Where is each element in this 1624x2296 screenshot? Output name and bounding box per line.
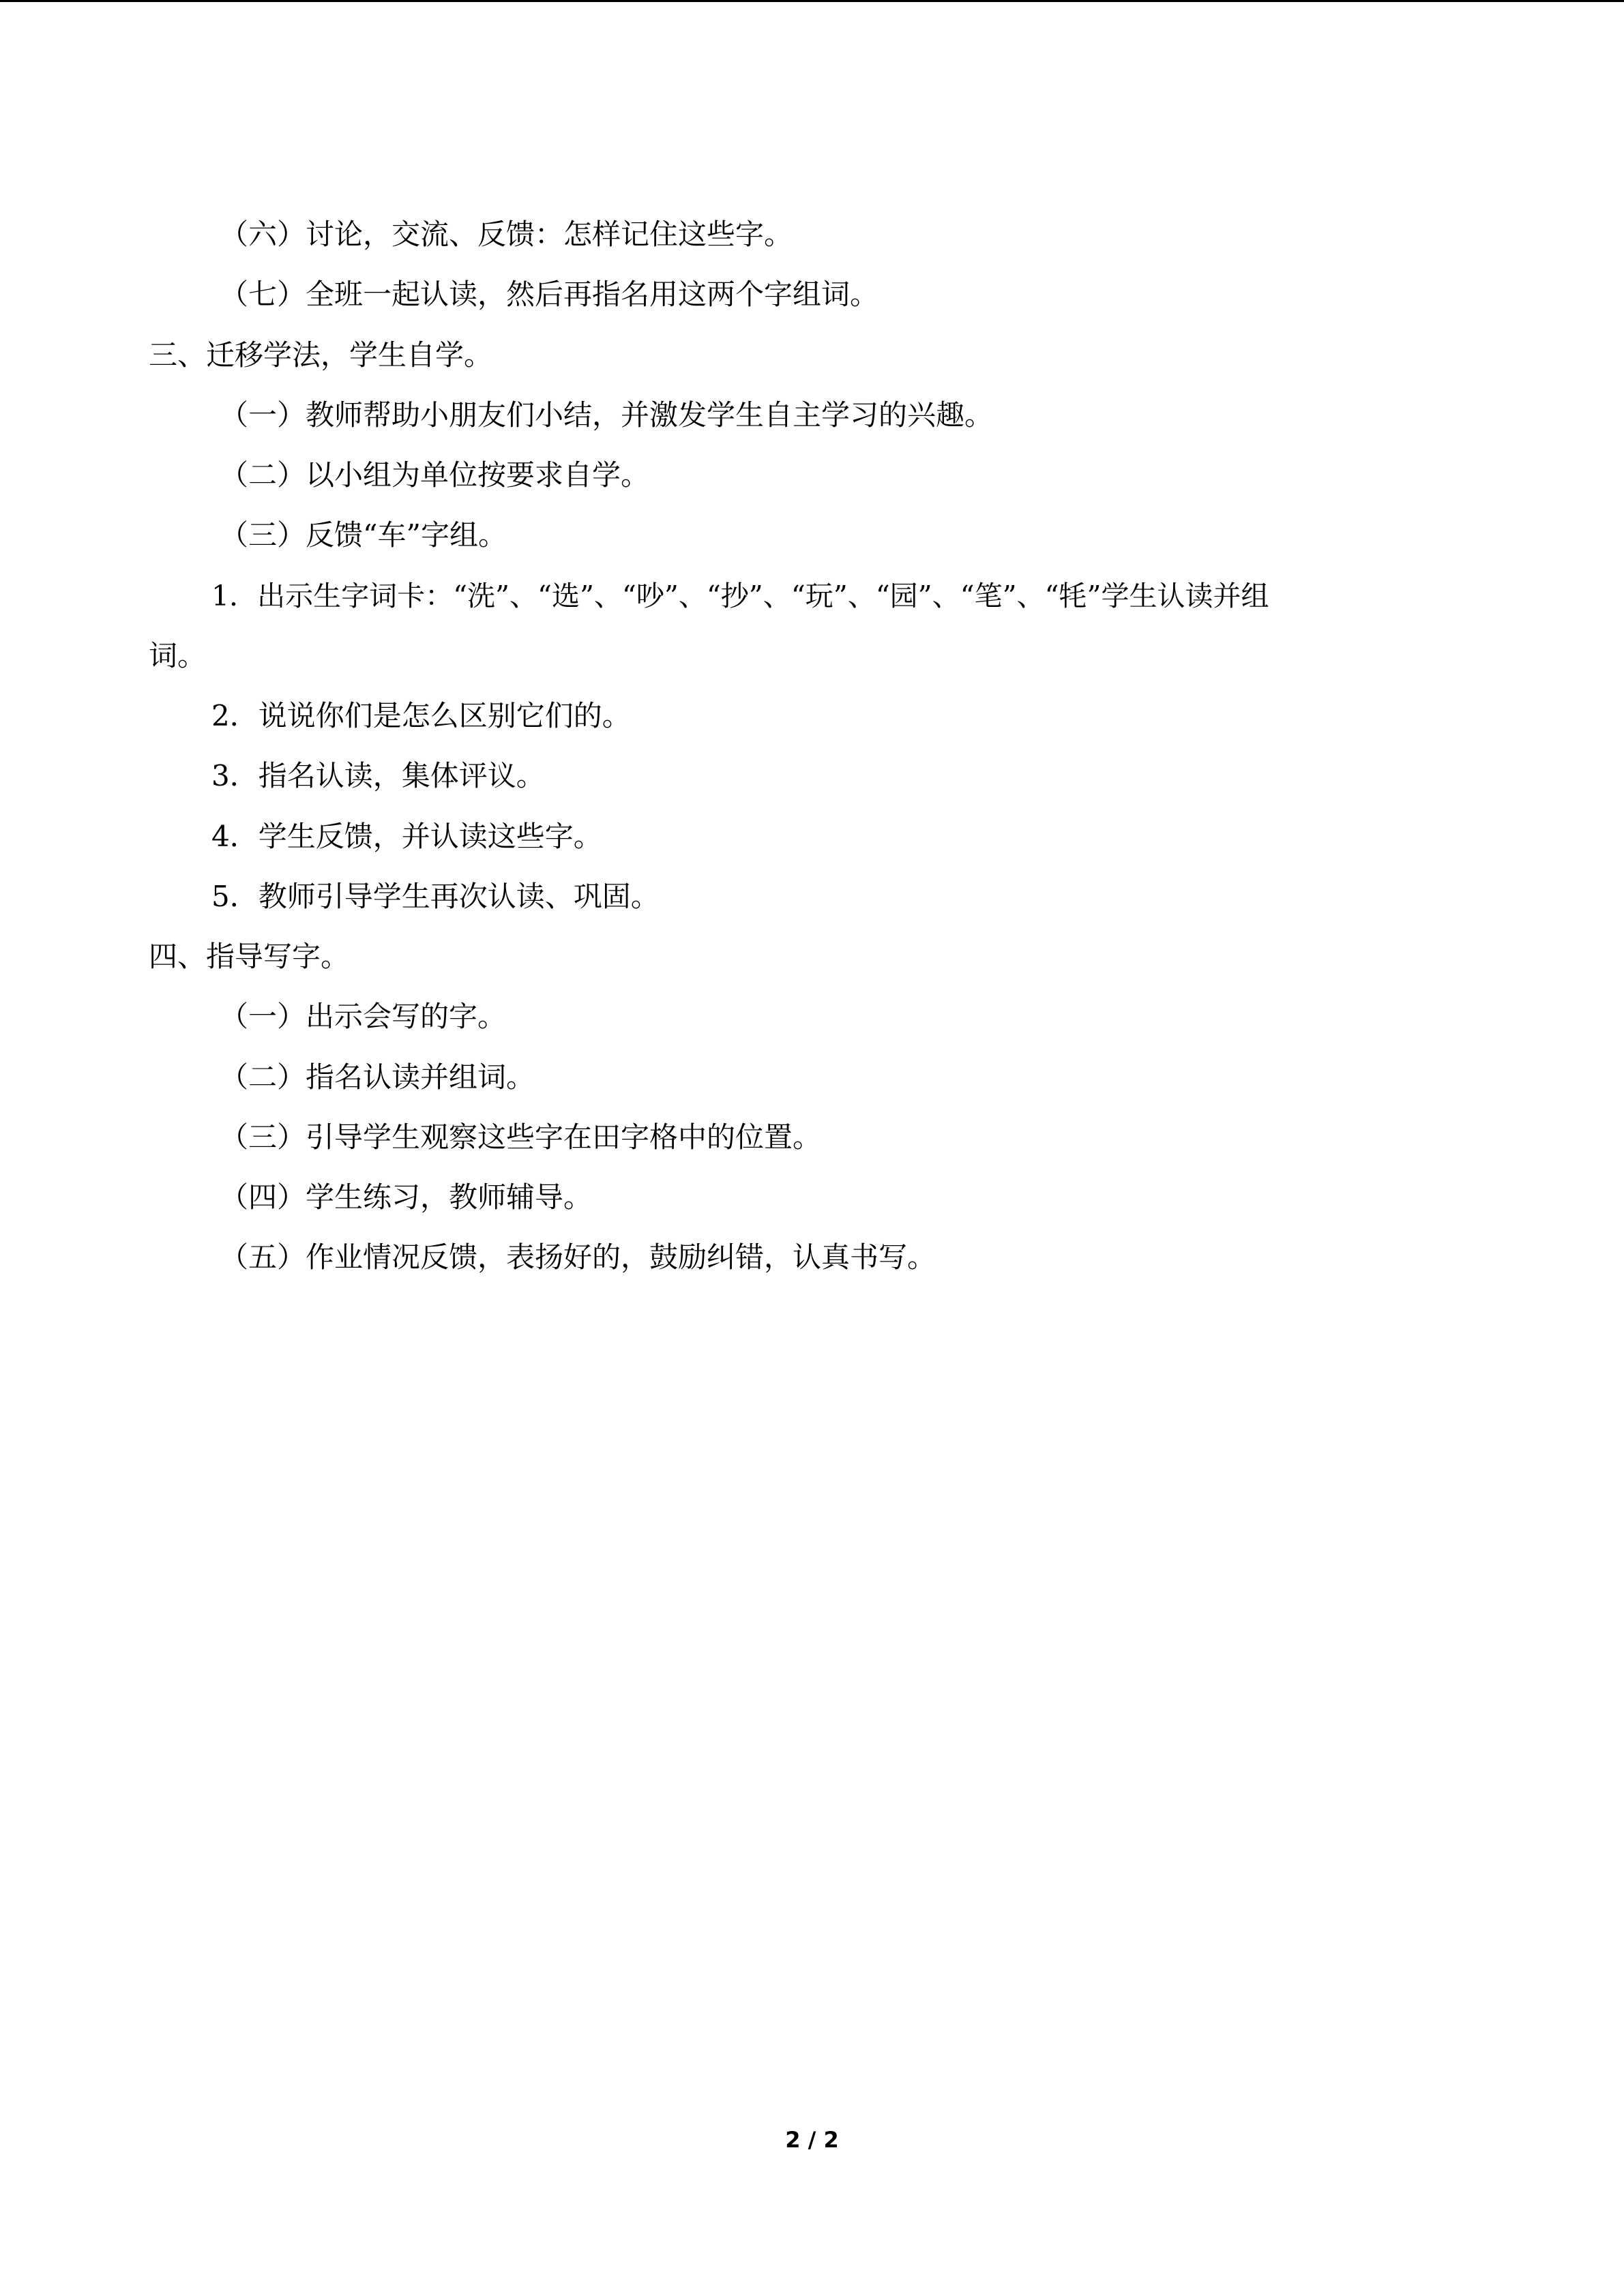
text-line: （二）以小组为单位按要求自学。: [220, 458, 650, 492]
text-line: （七）全班一起认读，然后再指名用这两个字组词。: [220, 278, 879, 311]
text-line: 1．出示生字词卡：“洗”、“选”、“吵”、“抄”、“玩”、“园”、“笔”、“牦”学生认读并组: [211, 580, 1269, 612]
text-line: （三）引导学生观察这些字在田字格中的位置。: [220, 1120, 822, 1154]
text-line: （三）反馈“车”字组。: [220, 518, 507, 552]
text-line: （二）指名认读并组词。: [220, 1060, 535, 1094]
text-line: （四）学生练习，教师辅导。: [220, 1180, 593, 1214]
text-line: 2．说说你们是怎么区别它们的。: [211, 699, 631, 732]
text-line: （五）作业情况反馈，表扬好的，鼓励纠错，认真书写。: [220, 1240, 936, 1274]
text-line: 3．指名认读，集体评议。: [211, 759, 545, 792]
text-line: （一）出示会写的字。: [220, 1000, 507, 1033]
text-line: 词。: [149, 639, 207, 672]
text-line: 5．教师引导学生再次认读、巩固。: [211, 880, 660, 913]
text-line: （六）讨论，交流、反馈：怎样记住这些字。: [220, 218, 793, 251]
text-line: （一）教师帮助小朋友们小结，并激发学生自主学习的兴趣。: [220, 398, 994, 432]
text-line: 4．学生反馈，并认读这些字。: [211, 820, 602, 853]
section-heading: 四、指导写字。: [149, 940, 350, 973]
page-number: 2 / 2: [785, 2127, 839, 2153]
section-heading: 三、迁移学法，学生自学。: [149, 338, 493, 372]
